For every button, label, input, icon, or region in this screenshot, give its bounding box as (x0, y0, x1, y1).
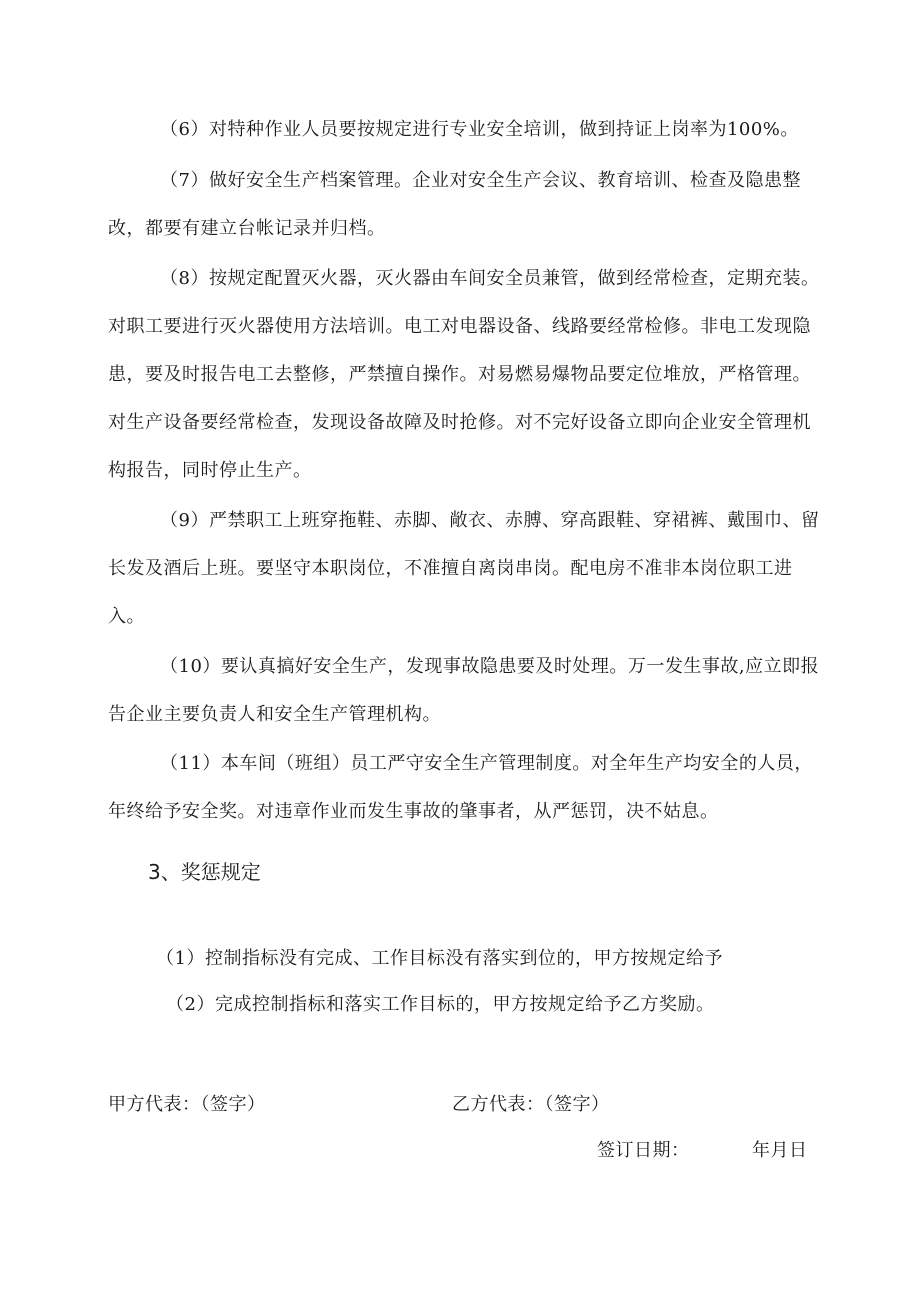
party-b-signature: 乙方代表：（签字） (452, 1094, 610, 1115)
section-heading: 3、奖惩规定 (148, 860, 261, 884)
rule-item-6: （6）对特种作业人员要按规定进行专业安全培训，做到持证上岗率为100%。 (160, 119, 799, 140)
rule-item-9: （9）严禁职工上班穿拖鞋、赤脚、敞衣、赤膊、穿高跟鞋、穿裙裤、戴围巾、留长发及酒后上班。要坚守本职岗位，不准擅自离岗串岗。配电房不准非本岗位职工进入。 (108, 510, 820, 627)
party-a-signature: 甲方代表：（签字） (108, 1094, 266, 1115)
reward-item-2: （2）完成控制指标和落实工作目标的，甲方按规定给予乙方奖励。 (166, 994, 715, 1015)
signing-date-value: 年月日 (752, 1140, 808, 1161)
signing-date-label: 签订日期： (597, 1140, 690, 1161)
rule-item-8: （8）按规定配置灭火器，灭火器由车间安全员兼管，做到经常检查，定期充装。对职工要进行灭火器使用方法培训。电工对电器设备、线路要经常检修。非电工发现隐患，要及时报告电工去整修，严禁擅自操作。对易燃易爆物品要定位堆放，严格管理。对生产设备要经常检查，发现设备故障及时抢修。对不完好设备立即向企业安全管理机构报告，同时停止生产。 (108, 268, 820, 481)
rule-item-7: （7）做好安全生产档案管理。企业对安全生产会议、教育培训、检查及隐患整改，都要有建立台帐记录并归档。 (108, 170, 801, 239)
rule-item-10: （10）要认真搞好安全生产，发现事故隐患要及时处理。万一发生事故,应立即报告企业主要负责人和安全生产管理机构。 (108, 656, 820, 725)
reward-item-1: （1）控制指标没有完成、工作目标没有落实到位的，甲方按规定给予 (156, 948, 723, 969)
rule-item-11: （11）本车间（班组）员工严守安全生产管理制度。对全年生产均安全的人员，年终给予安全奖。对违章作业而发生事故的肇事者，从严惩罚，决不姑息。 (108, 753, 813, 822)
